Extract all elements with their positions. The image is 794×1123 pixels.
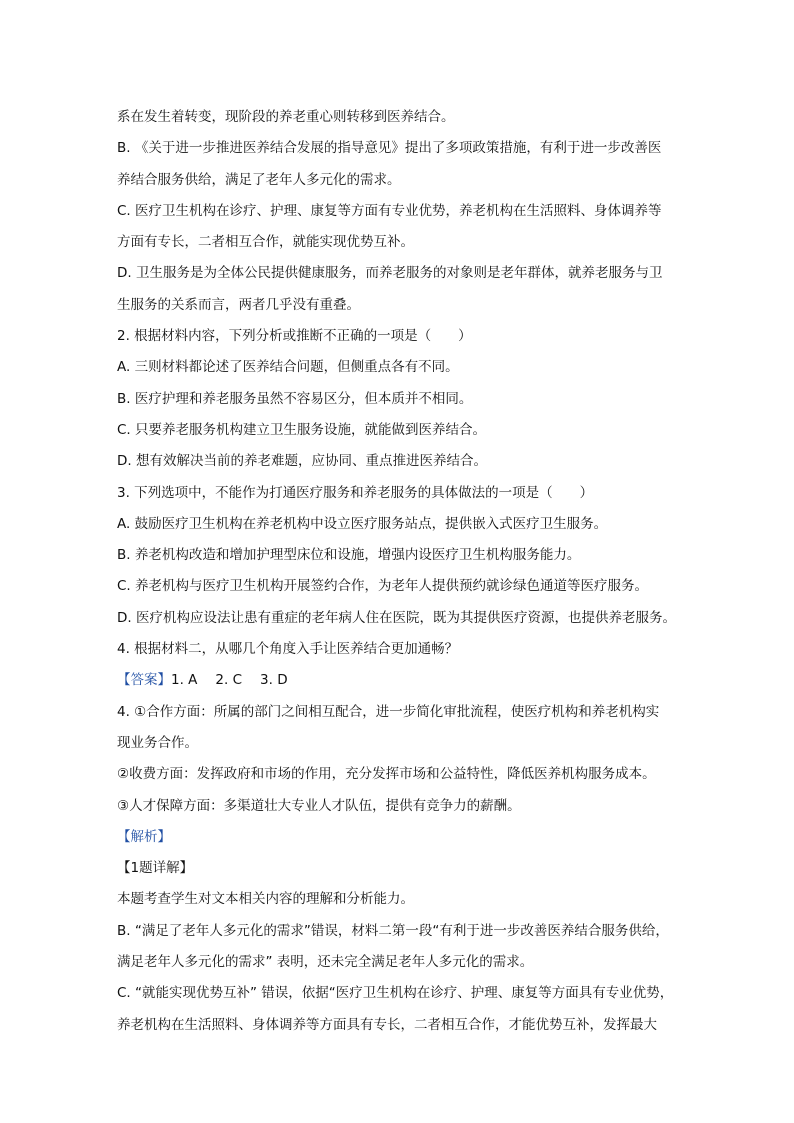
option-line: B. 医疗护理和养老服务虽然不容易区分，但本质并不相同。 [117, 390, 473, 407]
answer-line [117, 665, 687, 696]
analysis-line: C. “就能实现优势互补” 错误，依据“医疗卫生机构在诊疗、护理、康复等方面具有专业优势， [117, 985, 674, 1002]
answer-text-line: ③人才保障方面：多渠道壮大专业人才队伍，提供有竞争力的薪酬。 [117, 797, 521, 814]
answer-text-line: 现业务合作。 [117, 734, 198, 751]
option-line: A. 鼓励医疗卫生机构在养老机构中设立医疗服务站点，提供嵌入式医疗卫生服务。 [117, 515, 608, 532]
answer-item: 3. D [260, 672, 288, 689]
option-line: C. 只要养老服务机构建立卫生服务设施，就能做到医养结合。 [117, 421, 487, 438]
analysis-label: 【解析】 [117, 828, 171, 845]
answer-item: 1. A [171, 672, 198, 689]
option-line: D. 医疗机构应设法让患有重症的老年病人住在医院，既为其提供医疗资源，也提供养老服务。 [117, 609, 676, 626]
option-line: A. 三则材料都论述了医养结合问题，但侧重点各有不同。 [117, 359, 459, 376]
option-line: D. 想有效解决当前的养老难题，应协同、重点推进医养结合。 [117, 453, 487, 470]
question-3: 3. 下列选项中，不能作为打通医疗服务和养老服务的具体做法的一项是（ ） [117, 484, 594, 501]
text-line: 方面有专长，二者相互合作，就能实现优势互补。 [117, 234, 414, 251]
option-line: C. 养老机构与医疗卫生机构开展签约合作，为老年人提供预约就诊绿色通道等医疗服务。 [117, 578, 649, 595]
document-body [117, 102, 687, 1041]
question-2: 2. 根据材料内容，下列分析或推断不正确的一项是（ ） [117, 328, 472, 345]
text-line: B. 《关于进一步推进医养结合发展的指导意见》提出了多项政策措施，有利于进一步改善医 [117, 140, 662, 157]
answer-item: 2. C [215, 672, 243, 689]
text-line: 系在发生着转变，现阶段的养老重心则转移到医养结合。 [117, 109, 455, 125]
analysis-line: B. “满足了老年人多元化的需求”错误，材料二第一段“有利于进一步改善医养结合服务供给， [117, 922, 669, 939]
analysis-line: 本题考查学生对文本相关内容的理解和分析能力。 [117, 891, 414, 908]
analysis-line: 养老机构在生活照料、身体调养等方面具有专长，二者相互合作，才能优势互补，发挥最大 [117, 1016, 657, 1033]
section-heading: 【1题详解】 [117, 860, 194, 877]
text-line: C. 医疗卫生机构在诊疗、护理、康复等方面有专业优势，养老机构在生活照料、身体调养等 [117, 202, 662, 219]
text-line: 生服务的关系而言，两者几乎没有重叠。 [117, 296, 360, 313]
answer-text-line: 4. ①合作方面：所属的部门之间相互配合，进一步简化审批流程，使医疗机构和养老机构实 [117, 703, 660, 720]
answer-text-line: ②收费方面：发挥政府和市场的作用，充分发挥市场和公益特性，降低医养机构服务成本。 [117, 766, 656, 783]
text-line: 养结合服务供给，满足了老年人多元化的需求。 [117, 171, 401, 188]
answer-label: 【答案】 [117, 672, 171, 689]
analysis-line: 满足老年人多元化的需求” 表明，还未完全满足老年人多元化的需求。 [117, 954, 534, 971]
text-line: D. 卫生服务是为全体公民提供健康服务，而养老服务的对象则是老年群体，就养老服务与卫 [117, 265, 663, 282]
question-4: 4. 根据材料二，从哪几个角度入手让医养结合更加通畅？ [117, 641, 459, 658]
option-line: B. 养老机构改造和增加护理型床位和设施，增强内设医疗卫生机构服务能力。 [117, 547, 581, 564]
